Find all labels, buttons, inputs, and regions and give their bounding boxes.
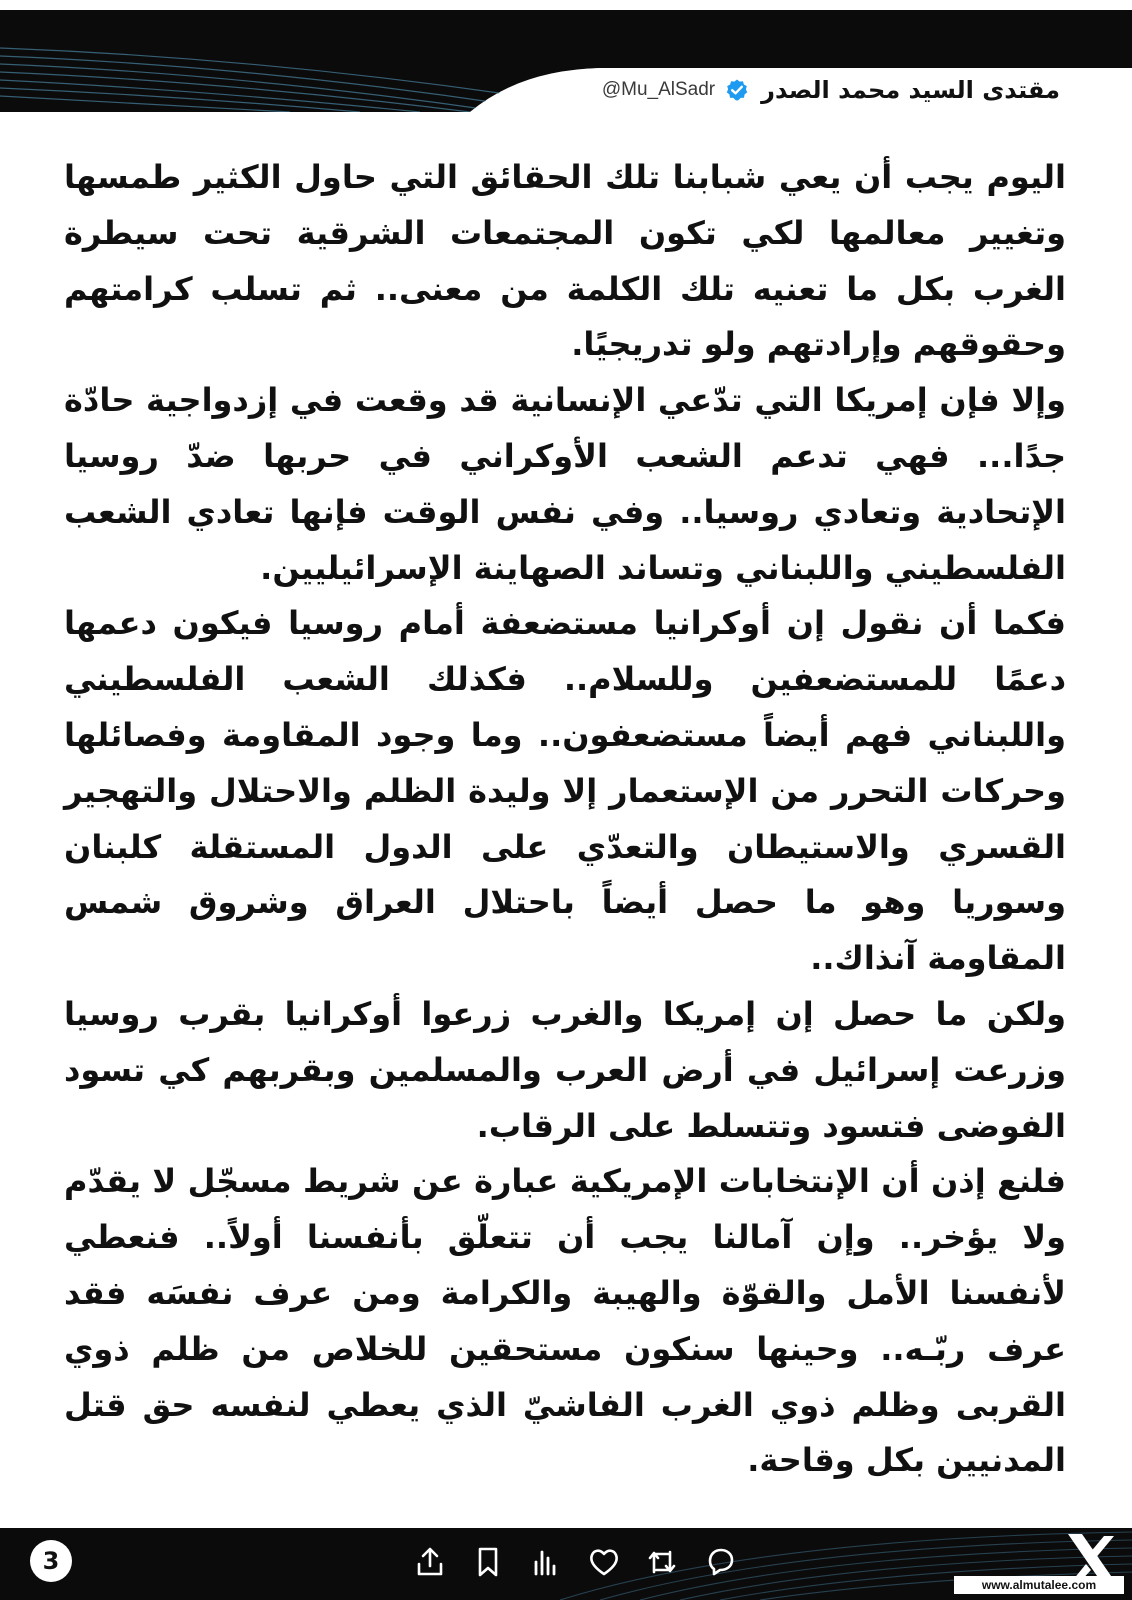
like-button[interactable] [586,1544,622,1580]
bookmark-button[interactable] [470,1544,506,1580]
post-paragraph: اليوم يجب أن يعي شبابنا تلك الحقائق التي حاول الكثير طمسها وتغيير معالمها لكي تكون المجتمعات الشرقية تحت سيطرة الغرب بكل ما تعنيه تلك الكلمة من معنى.. ثم تسلب كرامتهم وحقوقهم وإرادتهم ولو تدريجيًا. [64,158,1066,364]
share-icon [414,1546,446,1578]
post-text [64,150,1066,1489]
repost-icon [646,1546,678,1578]
page-number-badge: 3 [30,1540,72,1582]
repost-button[interactable] [644,1544,680,1580]
verified-badge-icon [725,78,749,102]
account-display-name[interactable]: مقتدى السيد محمد الصدر [761,76,1060,104]
share-button[interactable] [412,1544,448,1580]
bookmark-icon [472,1546,504,1578]
site-watermark: www.almutalee.com [954,1576,1124,1594]
post-header [0,0,1132,112]
views-button[interactable] [528,1544,564,1580]
post-paragraph: وإلا فإن إمريكا التي تدّعي الإنسانية قد وقعت في إزدواجية حادّة جدًا... فهي تدعم الشعب الأوكراني في حربها ضدّ روسيا الإتحادية وتعادي روسيا.. وفي نفس الوقت فإنها تعادي الشعب الفلسطيني واللبناني وتساند الصهاينة الإسرائيليين. [64,381,1066,587]
post-actions-bar [412,1542,738,1582]
reply-icon [704,1546,736,1578]
post-paragraph: فلنع إذن أن الإنتخابات الإمريكية عبارة عن شريط مسجّل لا يقدّم ولا يؤخر.. وإن آمالنا يجب أن تتعلّق بأنفسنا أولاً.. فنعطي لأنفسنا الأمل والقوّة والهيبة والكرامة ومن عرف نفسَه فقد عرف ربّـه.. وحينها سنكون مستحقين للخلاص من ظلم ذوي القربى وظلم ذوي الغرب الفاشيّ الذي يعطي لنفسه حق قتل المدنيين بكل وقاحة. [64,1162,1066,1480]
reply-button[interactable] [702,1544,738,1580]
views-icon [530,1546,562,1578]
account-info[interactable] [602,72,1060,108]
post-footer [0,1520,1132,1600]
post-paragraph: ولكن ما حصل إن إمريكا والغرب زرعوا أوكرانيا بقرب روسيا وزرعت إسرائيل في أرض العرب والمسلمين وبقربهم كي تسود الفوضى فتسود وتتسلط على الرقاب. [64,994,1066,1145]
post-paragraph: فكما أن نقول إن أوكرانيا مستضعفة أمام روسيا فيكون دعمها دعمًا للمستضعفين وللسلام.. فكذلك الشعب الفلسطيني واللبناني فهم أيضاً مستضعفون.. وما وجود المقاومة وفصائلها وحركات التحرر من الإستعمار إلا وليدة الظلم والاحتلال والتهجير القسري والاستيطان والتعدّي على الدول المستقلة كلبنان وسوريا وهو ما حصل أيضاً باحتلال العراق وشروق شمس المقاومة آنذاك.. [64,604,1066,978]
like-icon [588,1546,620,1578]
account-handle[interactable]: @Mu_AlSadr [601,79,716,100]
